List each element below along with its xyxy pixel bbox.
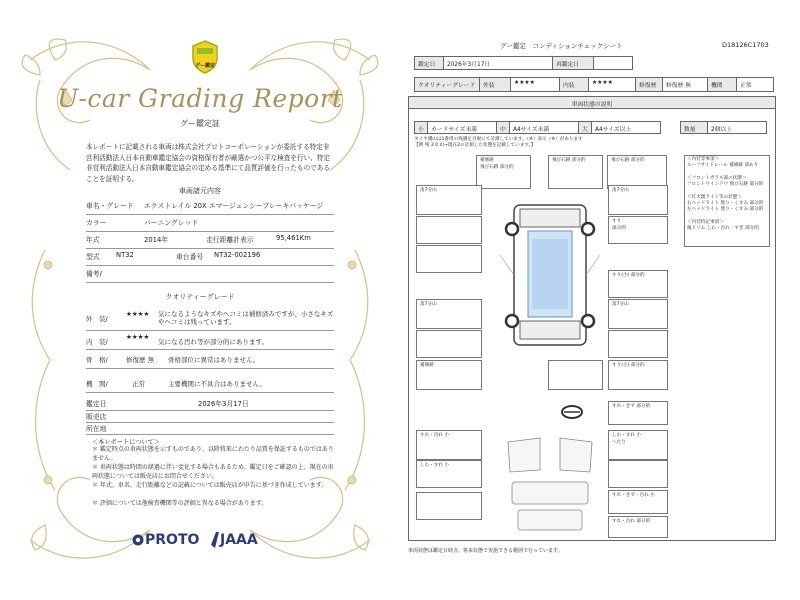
hood-damage-text: 補修跡 飛び石跡 部分的 bbox=[480, 158, 514, 170]
int-right-low-text: すれ・きず・汚れ 小 bbox=[612, 493, 655, 498]
note-4: ＊ 評価については他検査機関等の評価と異なる場合があります。 bbox=[92, 500, 268, 507]
mileage-value: 95,461Km bbox=[276, 234, 311, 242]
frame-right-mid bbox=[608, 216, 668, 244]
roof-damage-text: 飛び石跡 部分的 bbox=[552, 158, 586, 163]
steering-wheel-icon bbox=[560, 404, 584, 420]
int-right-top-text: しわ・すれ 小 へたり bbox=[612, 433, 642, 445]
interior-row bbox=[86, 331, 334, 350]
sheet-engine-value: 正常 bbox=[736, 77, 774, 92]
chassis-label: 車台番号 bbox=[176, 253, 204, 261]
exterior-desc: 気になるようなキズやヘコミは補修済みですが、小さなキズやヘコミは残っています。 bbox=[158, 310, 334, 326]
vehicle-name-row bbox=[86, 198, 334, 215]
frame-int-right-top bbox=[608, 430, 668, 460]
left-rear-tire-text: 落7分山 bbox=[420, 302, 437, 307]
color-label: カラー bbox=[86, 219, 107, 227]
int-left-mid-text: しわ・すれ 小 bbox=[420, 463, 450, 468]
vehicle-spec-heading: 車両諸元内容 bbox=[179, 187, 221, 195]
sheet-interior-label: 内装 bbox=[559, 77, 589, 92]
year-value: 2014年 bbox=[144, 236, 169, 244]
size-large-desc: A4サイズ以上 bbox=[591, 121, 661, 134]
frame-dashboard bbox=[608, 401, 668, 425]
date-value: 2026年3月17日 bbox=[198, 400, 249, 408]
frame-int-right-low bbox=[608, 490, 668, 514]
frame-left-2 bbox=[416, 216, 482, 244]
model-chassis-row bbox=[86, 249, 334, 266]
frame-right-front bbox=[608, 185, 668, 215]
model-label: 型式 bbox=[86, 253, 100, 261]
proto-logo-icon bbox=[132, 533, 144, 547]
frame-rear-bumper bbox=[416, 360, 482, 390]
sheet-interior-stars: ★★★★ bbox=[588, 77, 636, 92]
int-left-top-text: すれ・汚れ 小 bbox=[420, 433, 450, 438]
frame-int-left-mid bbox=[416, 460, 482, 488]
note-1: ＊ 鑑定時点の車両状態を示すものであり、以降将来にわたり品質を保証するものではありません。 bbox=[92, 446, 334, 462]
sheet-exterior-label: 外装 bbox=[479, 77, 511, 92]
frame-fender bbox=[607, 155, 667, 189]
interior-seat-diagram bbox=[500, 430, 600, 535]
bumper-right-damage-text: すり(小) 部分的 bbox=[612, 363, 645, 368]
notes-right-5: ＜灯火類ライト等の状態＞ bbox=[687, 195, 742, 200]
interior-stars: ★★★★ bbox=[126, 333, 150, 341]
count-value: 2個以上 bbox=[707, 121, 767, 134]
date-label: 鑑定日 bbox=[86, 400, 107, 408]
dash-damage-text: すれ・きず 部分的 bbox=[612, 404, 651, 409]
engine-label: 機 関/ bbox=[86, 380, 108, 388]
sheet-date-label: 鑑定日 bbox=[414, 56, 444, 70]
sheet-date-value: 2026年3月17日 bbox=[443, 56, 553, 70]
size-mid-desc: A4サイズ未満 bbox=[509, 121, 579, 134]
notes-right-1: ＜內装等事項＞ bbox=[687, 157, 720, 162]
quality-heading: クオリティーグレード bbox=[165, 293, 235, 301]
vehicle-name-label: 車名・グレード bbox=[86, 202, 134, 210]
notes-right-9: 後ドリム しわ・汚れ・すぎ 部分的 bbox=[687, 226, 759, 231]
exterior-label: 外 装/ bbox=[86, 315, 108, 323]
sheet-footer-note: 車両状態は鑑定日時点、将来状態で実施できる範囲で行っています。 bbox=[408, 548, 563, 554]
car-top-view-diagram bbox=[500, 195, 600, 355]
certificate-subtitle: グー鑑定証 bbox=[180, 119, 220, 128]
notes-right-8: ＜内装特記事項＞ bbox=[687, 220, 724, 225]
size-large-label: 大 bbox=[578, 121, 592, 134]
repair-label: 修復歴 bbox=[635, 77, 663, 92]
right-rear-tire-text: 落7分山 bbox=[612, 302, 629, 307]
sheet-doc-id: D18126C1703 bbox=[722, 41, 769, 49]
frame-left-front bbox=[416, 185, 482, 215]
condition-section-title: 車両状態の説明 bbox=[408, 96, 776, 109]
frame-rear-right bbox=[608, 360, 668, 390]
reappraisal-label: 再鑑定日 bbox=[552, 56, 594, 70]
proto-logo-text: PROTO bbox=[145, 532, 200, 548]
notes-right-4: フロントウインドウ 飛び石跡 部分的 bbox=[687, 182, 764, 187]
frame-int-right-bottom bbox=[608, 516, 668, 538]
location-row bbox=[86, 422, 334, 435]
color-row bbox=[86, 215, 334, 232]
exterior-row bbox=[86, 306, 334, 331]
notes-right-2: ルーフサイドレール 補修跡 部あり bbox=[687, 163, 759, 168]
count-label: 数量 bbox=[680, 121, 708, 134]
mileage-label: 走行距離計表示 bbox=[206, 236, 254, 244]
remarks-label: 備考/ bbox=[86, 270, 102, 278]
color-value: バーニングレッド bbox=[144, 219, 199, 227]
interior-desc: 気になる汚れ等が部分的にあります。 bbox=[158, 338, 268, 346]
jaaa-logo-text: JAAA bbox=[220, 532, 258, 548]
condition-check-sheet bbox=[400, 0, 800, 600]
frame-left-3 bbox=[416, 245, 482, 273]
size-small-label: 小 bbox=[414, 121, 428, 134]
right-mirror-damage-text: すり(小) 部分的 bbox=[612, 273, 645, 278]
interior-label: 内 装/ bbox=[86, 338, 108, 346]
frame-int-left-low bbox=[416, 492, 482, 520]
int-right-bottom-text: すれ・汚れ 部分的 bbox=[612, 519, 651, 524]
certificate-title: U-car Grading Report bbox=[57, 84, 343, 113]
frame-right-rear bbox=[608, 299, 668, 329]
note-3: ＊ 年式、車名、走行距離などの記載については販売店が申告に基づき作成しています。 bbox=[92, 482, 328, 489]
notes-right-3: ＜フロントガラス部の状態＞ bbox=[687, 176, 747, 181]
repair-value: 修復歴 無 bbox=[662, 77, 708, 92]
sheet-exterior-stars: ★★★★ bbox=[510, 77, 560, 92]
frame-int-right-mid bbox=[608, 460, 668, 488]
chassis-value: NT32-002196 bbox=[214, 251, 261, 259]
notes-right-7: 左ヘッドライト 曇り・くすみ 部分的 bbox=[687, 207, 764, 212]
frame-int-left-top bbox=[416, 430, 482, 460]
frame-right-5 bbox=[608, 330, 668, 358]
frame-right-mirror bbox=[608, 270, 668, 298]
frame-rear-center bbox=[548, 360, 603, 390]
right-front-tire-text: 落7分山 bbox=[612, 188, 629, 193]
frame-hood bbox=[476, 155, 531, 189]
frame-row bbox=[86, 350, 334, 369]
year-label: 年式 bbox=[86, 236, 100, 244]
certificate-intro: 本レポートに記載される車両は株式会社プロトコーポレーションが委託する特定非営利活動法人日本自動車鑑定協会の資格保有者が厳選かつ公平な検査を行い、特定非営利活動法人日本自動車鑑定協会の定める基準にて品質評価を行ったものであることを証明する。 bbox=[86, 143, 330, 183]
date-row bbox=[86, 396, 334, 411]
notes-right-6: 右ヘッドライト 曇り・くすみ 部分的 bbox=[687, 201, 764, 206]
reappraisal-value bbox=[593, 56, 633, 70]
jaaa-logo-icon bbox=[210, 532, 220, 548]
tire-note: タイヤ溝山は1番用の残溝を目視にて計測しています。（※）表示（※）があります bbox=[414, 137, 583, 142]
size-small-desc: カードサイズ未満 bbox=[427, 121, 497, 134]
sheet-engine-label: 機関 bbox=[707, 77, 737, 92]
engine-row bbox=[86, 374, 334, 393]
badge-text: グー鑑定 bbox=[194, 63, 215, 69]
sheet-title: グー鑑定 コンディションチェックシート bbox=[500, 42, 623, 50]
notes-heading: ＜本レポートについて＞ bbox=[92, 439, 160, 446]
remarks-row bbox=[86, 266, 334, 283]
engine-status: 正常 bbox=[132, 380, 145, 388]
right-mid-damage-text: すり 部分的 bbox=[612, 219, 626, 231]
left-front-tire-text: 落7分山 bbox=[420, 188, 437, 193]
note-2: ＊ 車両状態は時間の経過に伴い変化する場合もあるため、鑑定日をご確認の上、現在の車両状態については販売店にお問合せください。 bbox=[92, 464, 334, 480]
tire-note-2: 【例 残 3.0 山→現在2の計測した状態を記載しています。】 bbox=[414, 143, 536, 148]
frame-left-5 bbox=[416, 330, 482, 358]
fender-damage-text: 飛び石跡 部分的 bbox=[611, 158, 645, 163]
vehicle-name-value: エクストレイル 20X エマージェンシーブレーキパッケージ bbox=[144, 202, 324, 210]
engine-desc: 主要機関に不具合はありません。 bbox=[168, 380, 266, 388]
frame-status: 修復歴 無 bbox=[126, 356, 155, 364]
store-label: 販売店 bbox=[86, 413, 107, 421]
frame-desc: 骨格部位に異常はありません。 bbox=[168, 356, 260, 364]
model-value: NT32 bbox=[116, 251, 134, 259]
frame-label: 骨 格/ bbox=[86, 356, 108, 364]
frame-roof bbox=[548, 155, 603, 189]
size-mid-label: 中 bbox=[496, 121, 510, 134]
frame-left-rear bbox=[416, 299, 482, 329]
bumper-damage-text: 補修跡 bbox=[420, 363, 434, 368]
exterior-stars: ★★★★ bbox=[126, 310, 150, 318]
location-label: 所在地 bbox=[86, 425, 107, 433]
quality-grade-label: クオリティーグレード bbox=[414, 77, 480, 92]
year-mileage-row bbox=[86, 232, 334, 249]
